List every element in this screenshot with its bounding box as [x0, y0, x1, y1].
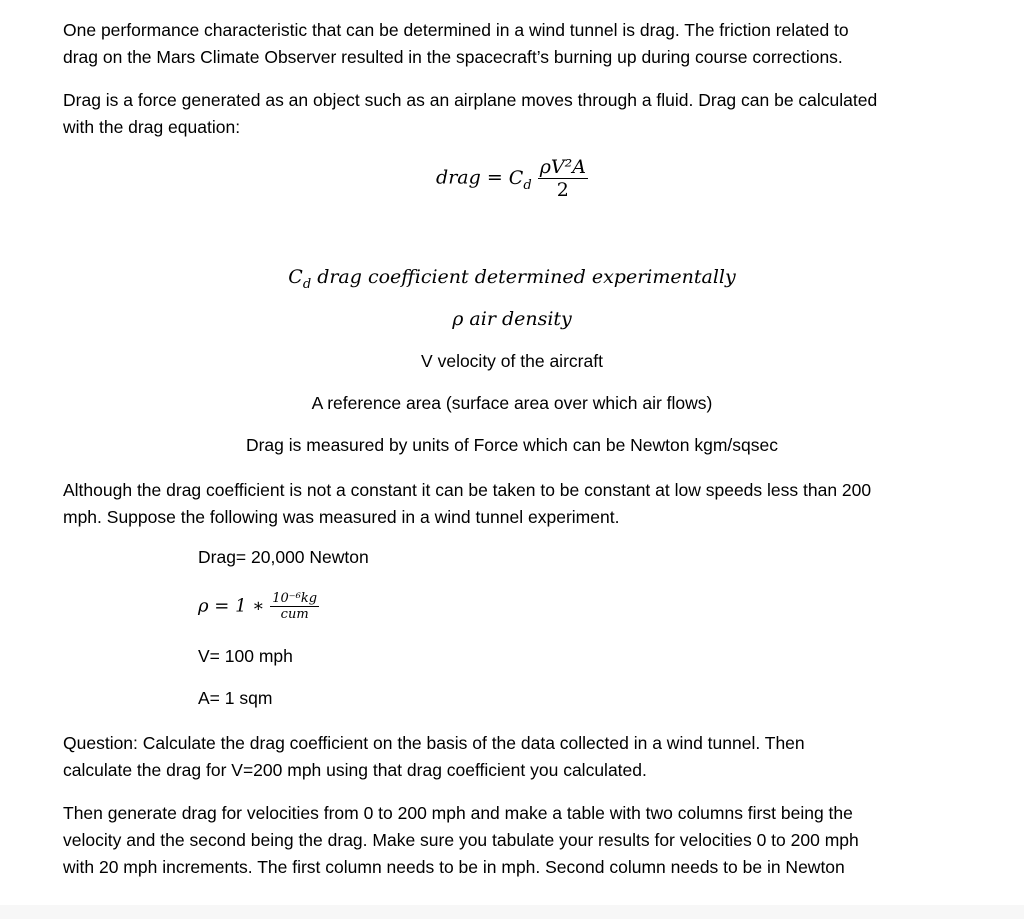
drag-definition-line-2: with the drag equation:: [63, 117, 241, 137]
table-task-line-3: with 20 mph increments. The first column needs to be in mph. Second column needs to be in Newton: [63, 857, 845, 877]
velocity-definition: V velocity of the aircraft: [421, 351, 603, 371]
density-lhs: ρ = 1 ∗: [198, 595, 265, 617]
measured-velocity: V= 100 mph: [198, 646, 293, 666]
assumption-line-2: mph. Suppose the following was measured in a wind tunnel experiment.: [63, 507, 620, 527]
intro-line-1: One performance characteristic that can be determined in a wind tunnel is drag. The friction related to: [63, 20, 849, 40]
area-definition: A reference area (surface area over which air flows): [311, 393, 713, 413]
units-definition: Drag is measured by units of Force which can be Newton kgm/sqsec: [245, 435, 779, 455]
cd-definition: $C_d$ drag coefficient determined experimentally: [288, 266, 736, 292]
equation-fraction: [538, 156, 588, 201]
question-line-2: calculate the drag for V=200 mph using that drag coefficient you calculated.: [63, 760, 647, 780]
measured-density: [198, 591, 319, 622]
question-paragraph: [63, 730, 963, 784]
equation-coefficient: $C_d$: [508, 166, 532, 193]
equation-numerator: ρV²A: [539, 156, 586, 178]
equation-equals: =: [486, 166, 503, 189]
rho-definition: ρ air density: [452, 308, 572, 330]
table-task-paragraph: [63, 800, 963, 881]
measured-drag: Drag= 20,000 Newton: [198, 547, 369, 567]
density-fraction: [270, 591, 319, 622]
drag-definition-paragraph: [63, 87, 963, 141]
table-task-line-2: velocity and the second being the drag. Make sure you tabulate your results for velocities 0 to 200 mph: [63, 830, 859, 850]
equation-lhs: drag: [436, 166, 481, 189]
assumption-line-1: Although the drag coefficient is not a constant it can be taken to be constant at low speeds less than 200: [63, 480, 872, 500]
question-line-1: Question: Calculate the drag coefficient on the basis of the data collected in a wind tunnel. Then: [63, 733, 805, 753]
page-bottom-edge: [0, 905, 1024, 919]
drag-definition-line-1: Drag is a force generated as an object such as an airplane moves through a fluid. Drag can be calculated: [63, 90, 878, 110]
equation-denominator: 2: [556, 179, 569, 201]
table-task-line-1: Then generate drag for velocities from 0 to 200 mph and make a table with two columns first being the: [63, 803, 853, 823]
drag-equation: [0, 156, 1024, 201]
density-denominator: cum: [280, 607, 309, 622]
measured-area: A= 1 sqm: [198, 688, 273, 708]
density-numerator: 10⁻⁶kg: [272, 591, 318, 606]
intro-paragraph: [63, 17, 963, 71]
intro-line-2: drag on the Mars Climate Observer resulted in the spacecraft’s burning up during course corrections.: [63, 47, 843, 67]
assumption-paragraph: [63, 477, 963, 531]
